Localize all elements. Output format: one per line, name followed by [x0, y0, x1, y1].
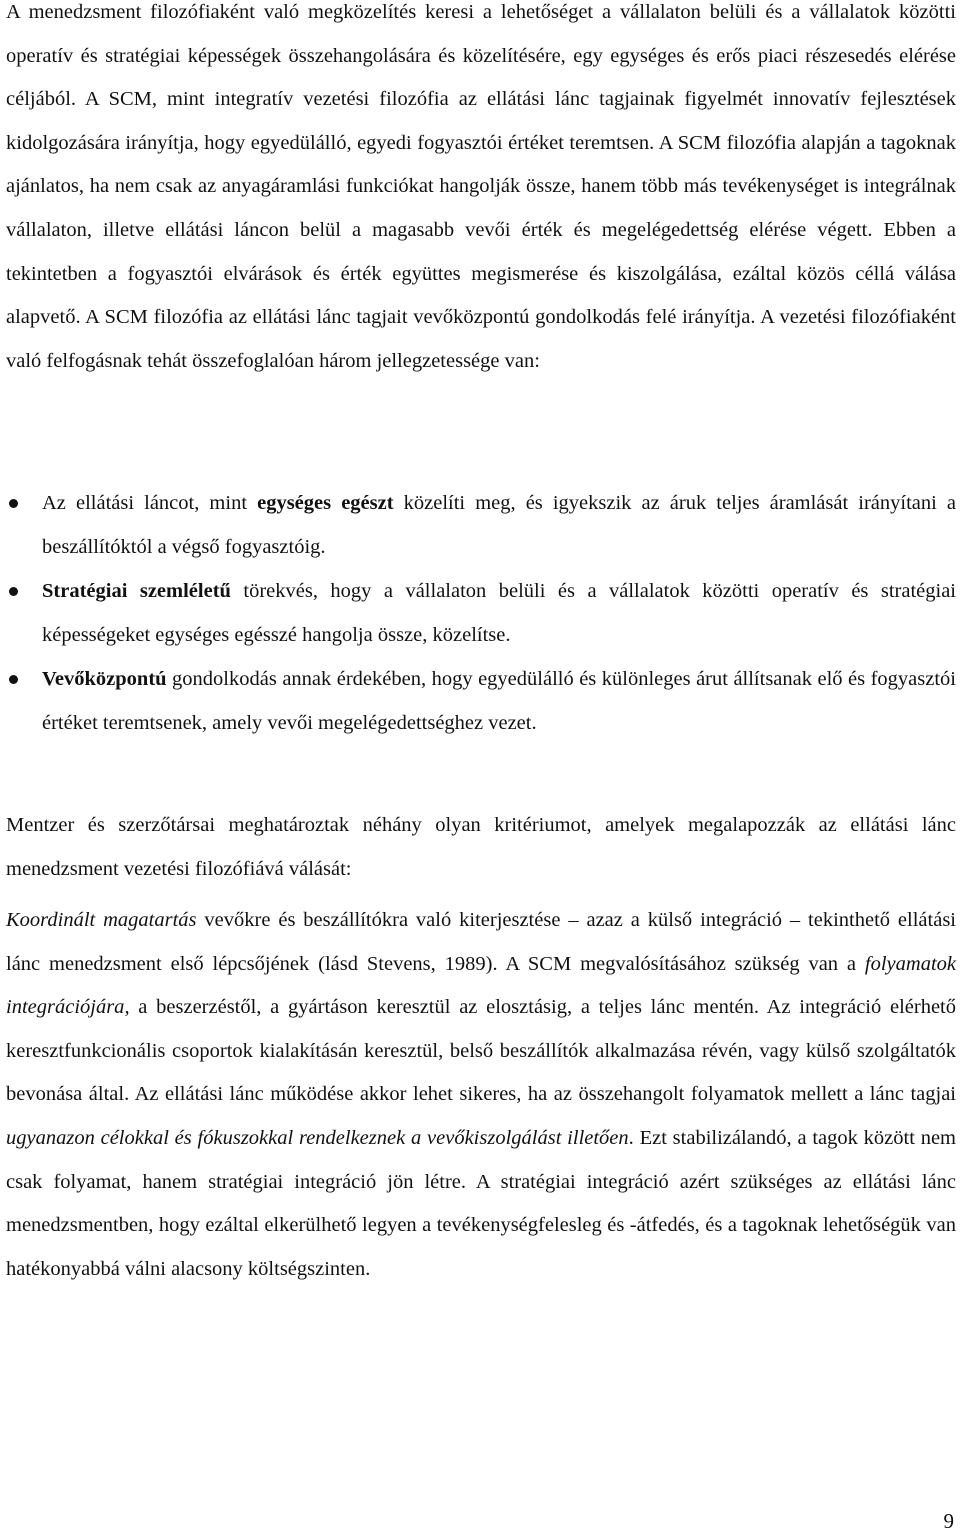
paragraph-mentzer — [6, 804, 956, 891]
list-item-text-before: Az ellátási láncot, mint — [42, 492, 258, 514]
characteristics-list — [6, 482, 956, 747]
list-item-text-after: törekvés, hogy a vállalaton belüli és a vállalatok közötti operatív és stratégiai képességeket egységes egésszé hangolja össze, közelítse. — [42, 580, 956, 646]
list-item — [6, 658, 956, 745]
paragraph-intro — [6, 0, 956, 383]
paragraph-text: vevőkre és beszállítókra való kiterjesztése – azaz a külső integráció – tekinthető ellátási lánc menedzsment első lépcsőjének (lásd Stevens, 1989). A SCM megvalósításához szükség van a — [6, 909, 956, 975]
italic-phrase: Koordinált magatartás — [6, 909, 197, 931]
italic-phrase: folyamatok integrációjára — [6, 952, 956, 1019]
bullet-icon — [9, 499, 18, 508]
paragraph-text: . Ezt stabilizálandó, a tagok között nem csak folyamat, hanem stratégiai integráció jön létre. A stratégiai integráció azért szükséges az ellátási lánc menedzsmentben, hogy ezáltal elkerülhető legyen a tevékenységfelesleg és -átfedés, és a tagoknak lehetőségük van hatékonyabbá válni alacsony költségszinten. — [6, 1126, 956, 1280]
page-number: 9 — [943, 1509, 954, 1533]
list-item-bold: Vevőközpontú — [42, 668, 167, 691]
list-item-bold: Stratégiai szemléletű — [42, 580, 231, 603]
list-item — [6, 570, 956, 657]
paragraph-text: , a beszerzéstől, a gyártáson keresztül az elosztásig, a teljes lánc mentén. Az integráció elérhető keresztfunkcionális csoportok kialakításán keresztül, belső beszállítók alkalmazása révén, vagy külső szolgáltatók bevonása által. Az ellátási lánc működése akkor lehet sikeres, ha az összehangolt folyamatok mellett a lánc tagjai — [6, 996, 956, 1106]
paragraph-criteria — [6, 899, 956, 1291]
list-item-text-after: közelíti meg, és igyekszik az áruk teljes áramlását irányítani a beszállítóktól a végső fogyasztóig. — [42, 492, 957, 558]
bullet-icon — [9, 587, 18, 596]
bullet-icon — [9, 675, 18, 684]
paragraph-intro-text: A menedzsment filozófiaként való megközelítés keresi a lehetőséget a vállalaton belüli és a vállalatok közötti operatív és stratégiai képességek összehangolására és közelítésére, egy egységes és erős piaci részesedés elérése céljából. A SCM, mint integratív vezetési filozófia az ellátási lánc tagjainak figyelmét innovatív fejlesztések kidolgozására irányítja, hogy egyedülálló, egyedi fogyasztói értéket teremtsen. A SCM filozófia alapján a tagoknak ajánlatos, ha nem csak az anyagáramlási funkciókat hangolják össze, hanem több más tevékenységet is integrálnak vállalaton, illetve ellátási láncon belül a magasabb vevői érték és megelégedettség elérése végett. Ebben a tekintetben a fogyasztói elvárások és érték együttes megismerése és kiszolgálása, ezáltal közös céllá válása alapvető. A SCM filozófia az ellátási lánc tagjait vevőközpontú gondolkodás felé irányítja. A vezetési filozófiaként való felfogásnak tehát összefoglalóan három jellegzetessége van: — [6, 1, 956, 372]
paragraph-mentzer-text: Mentzer és szerzőtársai meghatároztak néhány olyan kritériumot, amelyek megalapozzák az ellátási lánc menedzsment vezetési filozófiává válását: — [6, 814, 956, 880]
list-item-bold: egységes egészt — [257, 492, 394, 514]
italic-phrase: ugyanazon célokkal és fókuszokkal rendelkeznek a vevőkiszolgálást illetően — [6, 1126, 629, 1149]
list-item-text-after: gondolkodás annak érdekében, hogy egyedülálló és különleges árut állítsanak elő és fogyasztói értéket teremtsenek, amely vevői megelégedettséghez vezet. — [42, 668, 956, 734]
list-item — [6, 482, 956, 569]
